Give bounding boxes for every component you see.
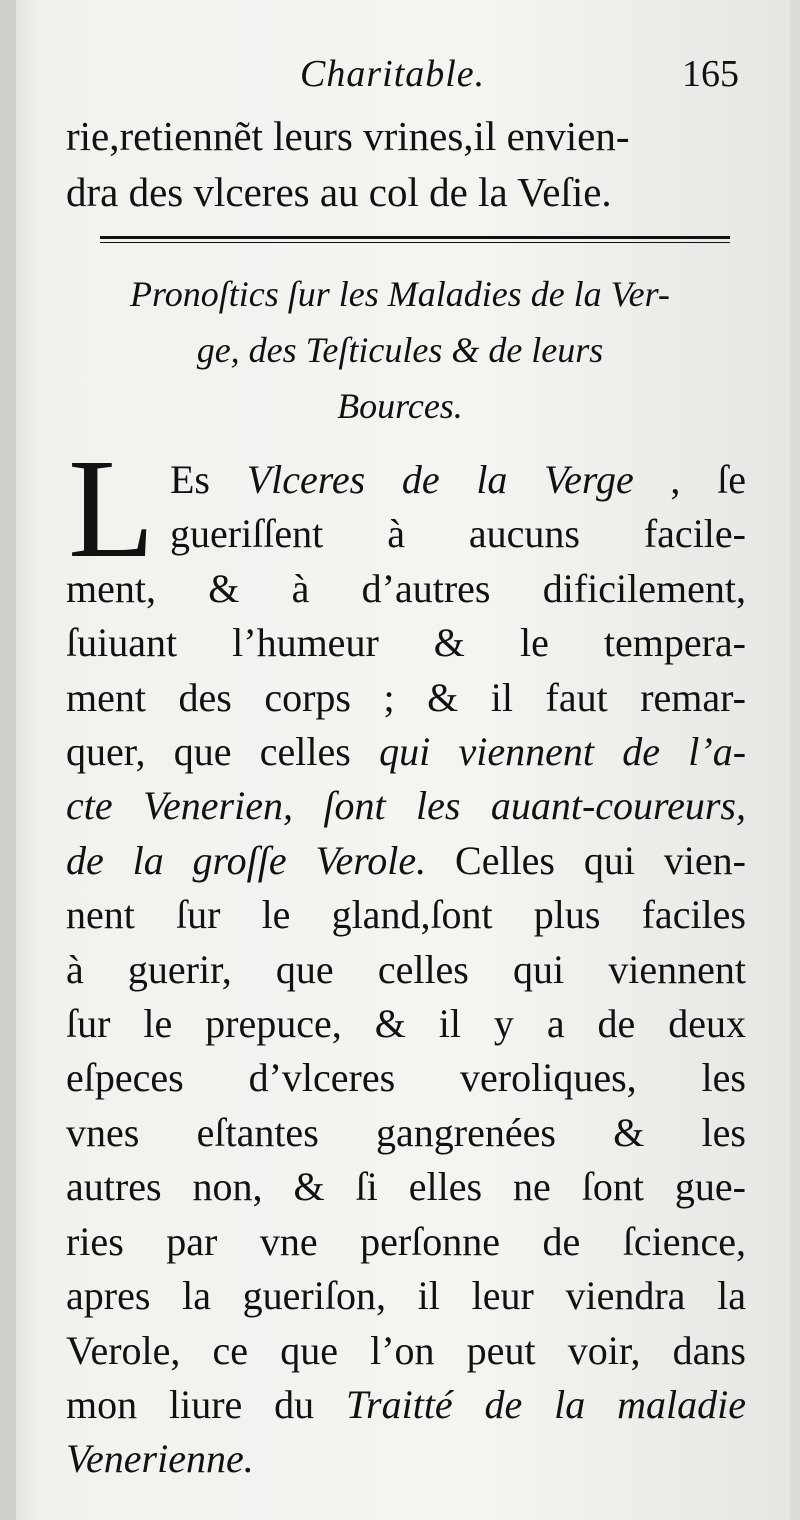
text-line: ſur le prepuce, & il y a de deux [66, 1001, 746, 1047]
heading-line: Pronoſtics ſur les Maladies de la Ver- [130, 274, 670, 314]
carryover-text [66, 108, 736, 220]
text-run: mon liure du [66, 1381, 346, 1427]
text-line: eſpeces d’vlceres veroliques, les [66, 1055, 746, 1101]
section-rule [100, 236, 730, 239]
text-run: quer, que celles [66, 729, 380, 775]
page-gutter [0, 0, 16, 1520]
text-run: Celles qui vien- [426, 837, 746, 883]
text-line: ries par vne perſonne de ſcience, [66, 1218, 746, 1264]
text-run-italic: Traitté de la maladie [345, 1381, 746, 1427]
text-line: rie,retiennẽt leurs vrines,il envien- [66, 113, 630, 159]
text-line: nent ſur le gland,ſont plus faciles [66, 892, 746, 938]
heading-line: Bources. [337, 386, 463, 426]
text-line: ment des corps ; & il faut remar- [66, 674, 746, 720]
text-line: Venerienne. [66, 1436, 254, 1482]
page-number: 165 [682, 53, 739, 95]
section-heading [60, 266, 740, 434]
text-line [66, 453, 746, 507]
text-line: apres la gueriſon, il leur viendra la [66, 1273, 746, 1319]
text-line: ſuiuant l’humeur & le tempera- [66, 620, 746, 666]
text-line: Verole, ce que l’on peut voir, dans [66, 1327, 746, 1373]
drop-cap: L [68, 429, 155, 587]
heading-line: ge, des Teſticules & de leurs [196, 330, 604, 370]
text-line: cte Venerien, ſont les auant-coureurs, [66, 783, 746, 829]
text-line: dra des vlceres au col de la Veſie. [66, 169, 612, 215]
text-line: gueriſſent à aucuns facile- [170, 511, 746, 557]
text-line [66, 834, 746, 888]
text-run-italic: de la groſſe Verole. [66, 837, 427, 883]
text-line [66, 725, 746, 779]
running-title: Charitable. [300, 53, 486, 95]
text-line: autres non, & ſi elles ne ſont gue- [66, 1164, 746, 1210]
text-line: à guerir, que celles qui viennent [66, 946, 746, 992]
text-line [66, 1378, 746, 1432]
text-run-italic: qui viennent de l’a- [379, 729, 747, 775]
running-header [0, 52, 800, 98]
body-paragraph [66, 453, 746, 1487]
text-line: ment, & à d’autres dificilement, [66, 565, 746, 611]
text-line: vnes eſtantes gangrenées & les [66, 1109, 746, 1155]
section-rule-thin [100, 242, 730, 243]
text-run-italic: Vlceres de la Verge [246, 457, 634, 502]
text-run: Es [170, 457, 247, 502]
page-edge [790, 0, 800, 1520]
text-run: , ſe [633, 457, 746, 502]
